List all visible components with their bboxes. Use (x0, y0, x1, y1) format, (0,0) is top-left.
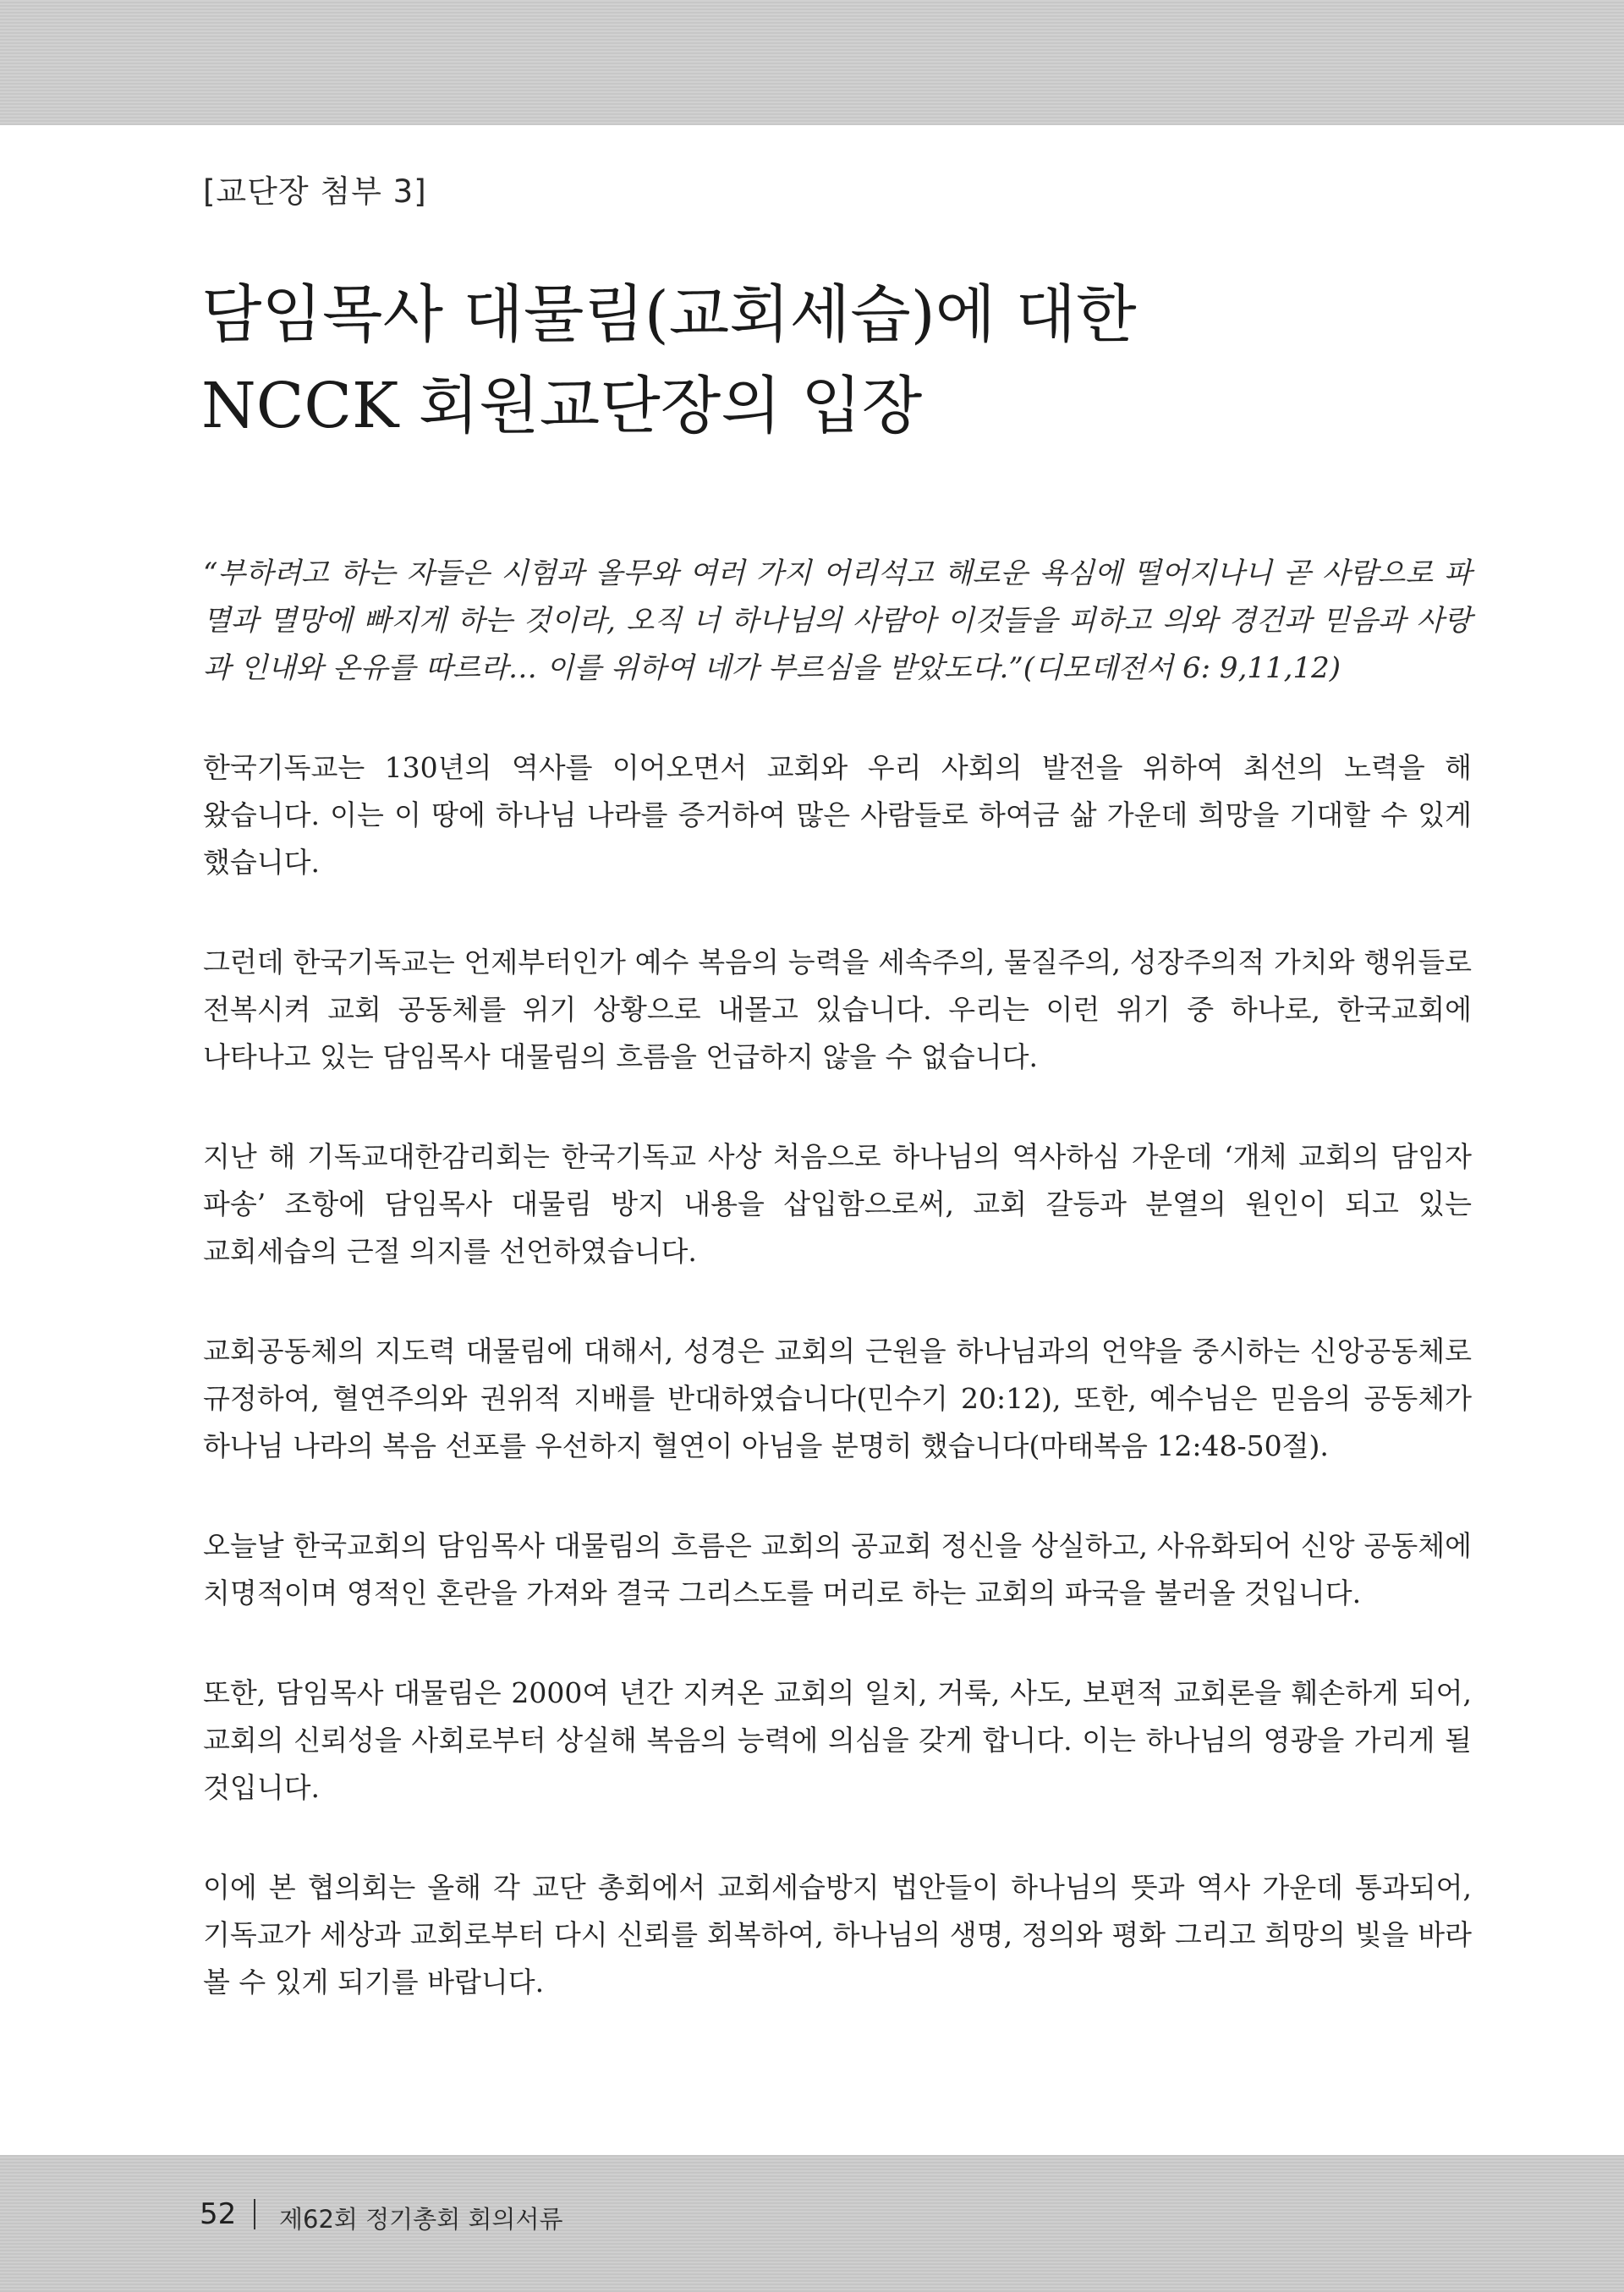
page-number: 52 (200, 2197, 237, 2231)
header-band (0, 0, 1624, 125)
title-line-1: 담임목사 대물림(교회세습)에 대한 (201, 278, 1137, 351)
attachment-label: [교단장 첨부 3] (203, 173, 427, 210)
page-title (201, 269, 1470, 452)
footer-divider (254, 2199, 255, 2229)
body-paragraph-2: 그런데 한국기독교는 언제부터인가 예수 복음의 능력을 세속주의, 물질주의, 성장주의적 가치와 행위들로 전복시켜 교회 공동체를 위기 상황으로 내몰고 있습니다. 우리는 이런 위기 중 하나로, 한국교회에 나타나고 있는 담임목사 대물림의 흐름을 언급하지 않을 수 없습니다. (203, 946, 1472, 1073)
title-line-2: NCCK 회원교단장의 입장 (201, 370, 923, 442)
body-paragraph-6: 또한, 담임목사 대물림은 2000여 년간 지켜온 교회의 일치, 거룩, 사도, 보편적 교회론을 훼손하게 되어, 교회의 신뢰성을 사회로부터 상실해 복음의 능력에 의심을 갖게 합니다. 이는 하나님의 영광을 가리게 될 것입니다. (203, 1676, 1472, 1804)
body-paragraph-7: 이에 본 협의회는 올해 각 교단 총회에서 교회세습방지 법안들이 하나님의 뜻과 역사 가운데 통과되어, 기독교가 세상과 교회로부터 다시 신뢰를 회복하여, 하나님의 생명, 정의와 평화 그리고 희망의 빛을 바라 볼 수 있게 되기를 바랍니다. (203, 1871, 1472, 1999)
document-body (203, 550, 1472, 2059)
scripture-quote: “부하려고 하는 자들은 시험과 올무와 여러 가지 어리석고 해로운 욕심에 떨어지나니 곧 사람으로 파멸과 멸망에 빠지게 하는 것이라, 오직 너 하나님의 사람아 이것들을 피하고 의와 경건과 믿음과 사랑과 인내와 온유를 따르라… 이를 위하여 네가 부르심을 받았도다.”(디모데전서 6: 9,11,12) (203, 557, 1472, 685)
body-paragraph-5: 오늘날 한국교회의 담임목사 대물림의 흐름은 교회의 공교회 정신을 상실하고, 사유화되어 신앙 공동체에 치명적이며 영적인 혼란을 가져와 결국 그리스도를 머리로 하는 교회의 파국을 불러올 것입니다. (203, 1529, 1472, 1609)
body-paragraph-3: 지난 해 기독교대한감리회는 한국기독교 사상 처음으로 하나님의 역사하심 가운데 ‘개체 교회의 담임자 파송’ 조항에 담임목사 대물림 방지 내용을 삽입함으로써, 교회 갈등과 분열의 원인이 되고 있는 교회세습의 근절 의지를 선언하였습니다. (203, 1140, 1472, 1268)
document-name: 제62회 정기총회 회의서류 (279, 2205, 563, 2234)
body-paragraph-4: 교회공동체의 지도력 대물림에 대해서, 성경은 교회의 근원을 하나님과의 언약을 중시하는 신앙공동체로 규정하여, 혈연주의와 권위적 지배를 반대하였습니다(민수기 20:12), 또한, 예수님은 믿음의 공동체가 하나님 나라의 복음 선포를 우선하지 혈연이 아님을 분명히 했습니다(마태복음 12:48-50절). (203, 1335, 1472, 1462)
footer-band (0, 2155, 1624, 2292)
body-paragraph-1: 한국기독교는 130년의 역사를 이어오면서 교회와 우리 사회의 발전을 위하여 최선의 노력을 해 왔습니다. 이는 이 땅에 하나님 나라를 증거하여 많은 사람들로 하여금 삶 가운데 희망을 기대할 수 있게 했습니다. (203, 751, 1472, 879)
